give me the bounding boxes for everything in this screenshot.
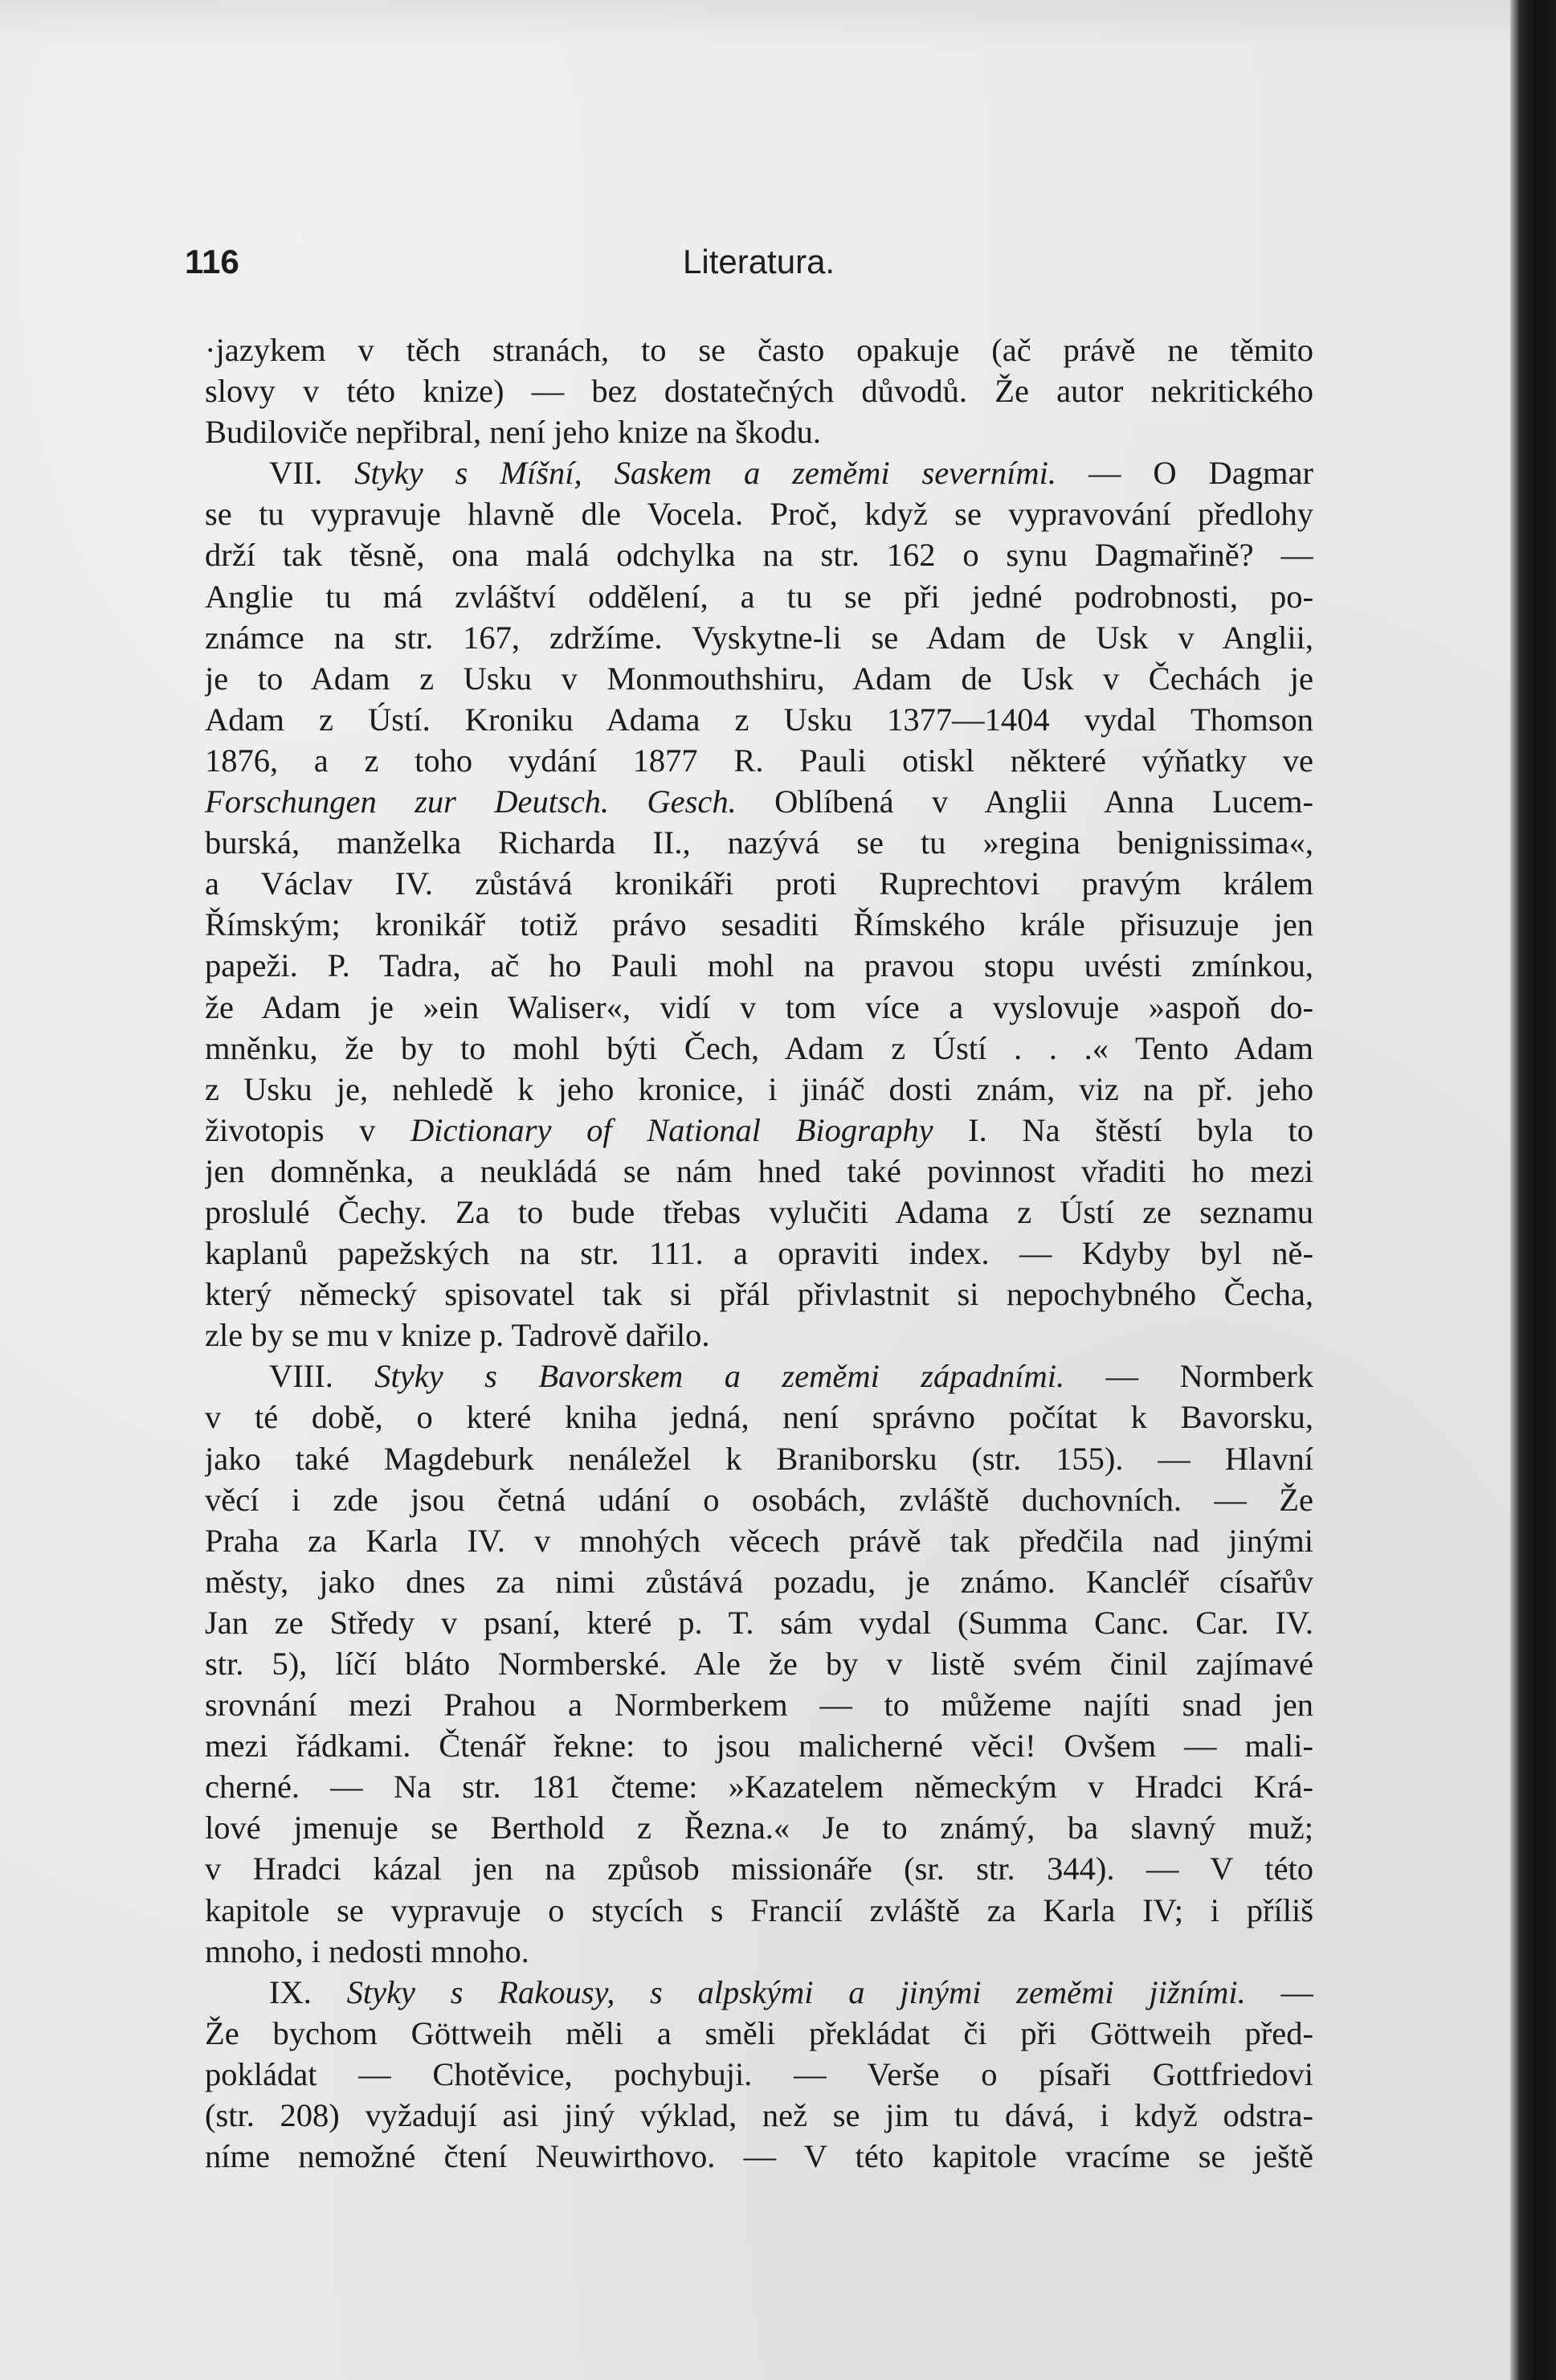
text-run: mezi řádkami. Čtenář řekne: to jsou malicherné věci! Ovšem — mali-	[205, 1728, 1313, 1765]
text-run: IX.	[269, 1973, 347, 2010]
text-line	[205, 1848, 1313, 1889]
text-line	[205, 1069, 1313, 1110]
text-line	[205, 1725, 1313, 1766]
text-line	[205, 329, 1313, 370]
text-run: známce na str. 167, zdržíme. Vyskytne-li se Adam de Usk v Anglii,	[205, 619, 1313, 656]
text-line	[205, 1807, 1313, 1848]
text-line	[205, 411, 1313, 452]
text-line	[205, 781, 1313, 822]
text-line	[205, 1028, 1313, 1069]
text-line	[205, 617, 1313, 658]
page-header	[185, 243, 1325, 291]
text-line	[205, 1766, 1313, 1807]
text-line	[205, 452, 1313, 493]
page-number: 116	[185, 243, 239, 280]
text-run: —	[1245, 1973, 1313, 2010]
text-run: kapitole se vypravuje o stycích s Francií zvláště za Karla IV; i příliš	[205, 1891, 1313, 1928]
text-line	[205, 1233, 1313, 1274]
text-run: Jan ze Středy v psaní, které p. T. sám vydal (Summa Canc. Car. IV.	[205, 1604, 1313, 1641]
text-line	[205, 987, 1313, 1028]
text-run: Budiloviče nepřibral, není jeho knize na škodu.	[205, 414, 822, 451]
text-line	[205, 863, 1313, 904]
text-line	[205, 576, 1313, 617]
text-line	[205, 1520, 1313, 1561]
text-run: I. Na štěstí byla to	[933, 1111, 1313, 1148]
italic-text: Styky s Míšní, Saskem a zeměmi severními.	[354, 455, 1057, 492]
text-line	[205, 1315, 1313, 1356]
text-run: srovnání mezi Prahou a Normberkem — to můžeme najíti snad jen	[205, 1687, 1313, 1724]
text-line	[205, 1684, 1313, 1725]
text-line	[205, 1151, 1313, 1192]
text-line	[205, 534, 1313, 575]
text-run: str. 5), líčí bláto Normberské. Ale že by v listě svém činil zajímavé	[205, 1646, 1313, 1682]
text-line	[205, 1643, 1313, 1684]
text-run: proslulé Čechy. Za to bude třebas vylučiti Adama z Ústí ze seznamu	[205, 1193, 1313, 1230]
text-run: kaplanů papežských na str. 111. a opraviti index. — Kdyby byl ně-	[205, 1235, 1313, 1272]
text-run: Adam z Ústí. Kroniku Adama z Usku 1377—1404 vydal Thomson	[205, 701, 1313, 738]
text-run: mněnku, že by to mohl býti Čech, Adam z Ústí . . .« Tento Adam	[205, 1029, 1313, 1066]
text-line	[205, 1356, 1313, 1397]
text-run: že Adam je »ein Waliser«, vidí v tom více a vyslovuje »aspoň do-	[205, 988, 1313, 1025]
text-run: Oblíbená v Anglii Anna Lucem-	[736, 783, 1313, 820]
text-run: z Usku je, nehledě k jeho kronice, i jináč dosti znám, viz na př. jeho	[205, 1070, 1313, 1107]
text-line	[205, 1438, 1313, 1479]
italic-text: Styky s Rakousy, s alpskými a jinými zeměmi jižními.	[346, 1973, 1246, 2010]
text-run: životopis v	[205, 1111, 410, 1148]
text-line	[205, 1274, 1313, 1315]
text-run: slovy v této knize) — bez dostatečných důvodů. Že autor nekritického	[205, 373, 1313, 410]
text-run: Že bychom Göttweih měli a směli překládat či při Göttweih před-	[205, 2014, 1313, 2051]
text-run: Anglie tu má zvláštví oddělení, a tu se při jedné podrobnosti, po-	[205, 578, 1313, 615]
text-run: 1876, a z toho vydání 1877 R. Pauli otiskl některé výňatky ve	[205, 742, 1313, 779]
text-run: jako také Magdeburk nenáležel k Braniborsku (str. 155). — Hlavní	[205, 1440, 1313, 1477]
text-line	[205, 1972, 1313, 2013]
italic-text: Dictionary of National Biography	[410, 1111, 933, 1148]
text-run: burská, manželka Richarda II., nazývá se tu »regina benignissima«,	[205, 824, 1313, 861]
text-run: je to Adam z Usku v Monmouthshiru, Adam de Usk v Čechách je	[205, 660, 1313, 697]
italic-text: Forschungen zur Deutsch. Gesch.	[205, 783, 737, 820]
text-run: lové jmenuje se Berthold z Řezna.« Je to známý, ba slavný muž;	[205, 1810, 1313, 1846]
text-run: drží tak těsně, ona malá odchylka na str. 162 o synu Dagmařině? —	[205, 537, 1313, 574]
text-line	[205, 2054, 1313, 2095]
page-shadow	[0, 0, 1510, 48]
italic-text: Styky s Bavorskem a zeměmi západními.	[374, 1358, 1065, 1395]
text-line	[205, 2013, 1313, 2054]
text-line	[205, 822, 1313, 863]
text-line	[205, 658, 1313, 699]
body-text	[205, 329, 1313, 2177]
text-line	[205, 1479, 1313, 1520]
text-run: a Václav IV. zůstává kronikáři proti Ruprechtovi pravým králem	[205, 865, 1313, 902]
text-line	[205, 1110, 1313, 1151]
text-line	[205, 1890, 1313, 1931]
text-run: ·jazykem v těch stranách, to se často opakuje (ač právě ne těmito	[205, 332, 1313, 368]
text-run: Římským; kronikář totiž právo sesaditi Římského krále přisuzuje jen	[205, 906, 1313, 943]
book-binding-edge	[1510, 0, 1556, 2380]
text-run: věcí i zde jsou četná udání o osobách, zvláště duchovních. — Že	[205, 1481, 1313, 1518]
running-title: Literatura.	[683, 243, 835, 280]
text-run: — Normberk	[1064, 1358, 1313, 1395]
text-run: cherné. — Na str. 181 čteme: »Kazatelem německým v Hradci Krá-	[205, 1769, 1313, 1805]
text-run: Praha za Karla IV. v mnohých věcech právě tak předčila nad jinými	[205, 1522, 1313, 1559]
text-line	[205, 493, 1313, 534]
text-run: v té době, o které kniha jedná, není správno počítat k Bavorsku,	[205, 1399, 1313, 1436]
text-line	[205, 370, 1313, 411]
text-run: VIII.	[269, 1358, 375, 1395]
text-line	[205, 699, 1313, 740]
text-line	[205, 1602, 1313, 1643]
text-run: mnoho, i nedosti mnoho.	[205, 1932, 529, 1969]
text-line	[205, 945, 1313, 986]
text-line	[205, 2095, 1313, 2136]
text-line	[205, 1931, 1313, 1972]
text-line	[205, 904, 1313, 945]
text-run: který německý spisovatel tak si přál přivlastnit si nepochybného Čecha,	[205, 1276, 1313, 1313]
text-run: jen domněnka, a neukládá se nám hned také povinnost vřaditi ho mezi	[205, 1152, 1313, 1189]
text-run: pokládat — Chotěvice, pochybuji. — Verše o písaři Gottfriedovi	[205, 2055, 1313, 2092]
text-line	[205, 2136, 1313, 2177]
text-run: zle by se mu v knize p. Tadrově dařilo.	[205, 1317, 710, 1354]
text-run: se tu vypravuje hlavně dle Vocela. Proč, když se vypravování předlohy	[205, 496, 1313, 533]
text-run: městy, jako dnes za nimi zůstává pozadu, je známo. Kancléř císařův	[205, 1563, 1313, 1600]
text-line	[205, 1397, 1313, 1437]
text-run: v Hradci kázal jen na způsob missionáře (sr. str. 344). — V této	[205, 1850, 1313, 1887]
text-run: — O Dagmar	[1056, 455, 1313, 492]
text-run: VII.	[269, 455, 355, 492]
text-line	[205, 1561, 1313, 1602]
text-line	[205, 1192, 1313, 1233]
text-line	[205, 740, 1313, 781]
text-run: (str. 208) vyžadují asi jiný výklad, než se jim tu dává, i když odstra-	[205, 2097, 1313, 2134]
text-run: níme nemožné čtení Neuwirthovo. — V této kapitole vracíme se ještě	[205, 2138, 1313, 2175]
text-run: papeži. P. Tadra, ač ho Pauli mohl na pravou stopu uvésti zmínkou,	[205, 947, 1313, 984]
